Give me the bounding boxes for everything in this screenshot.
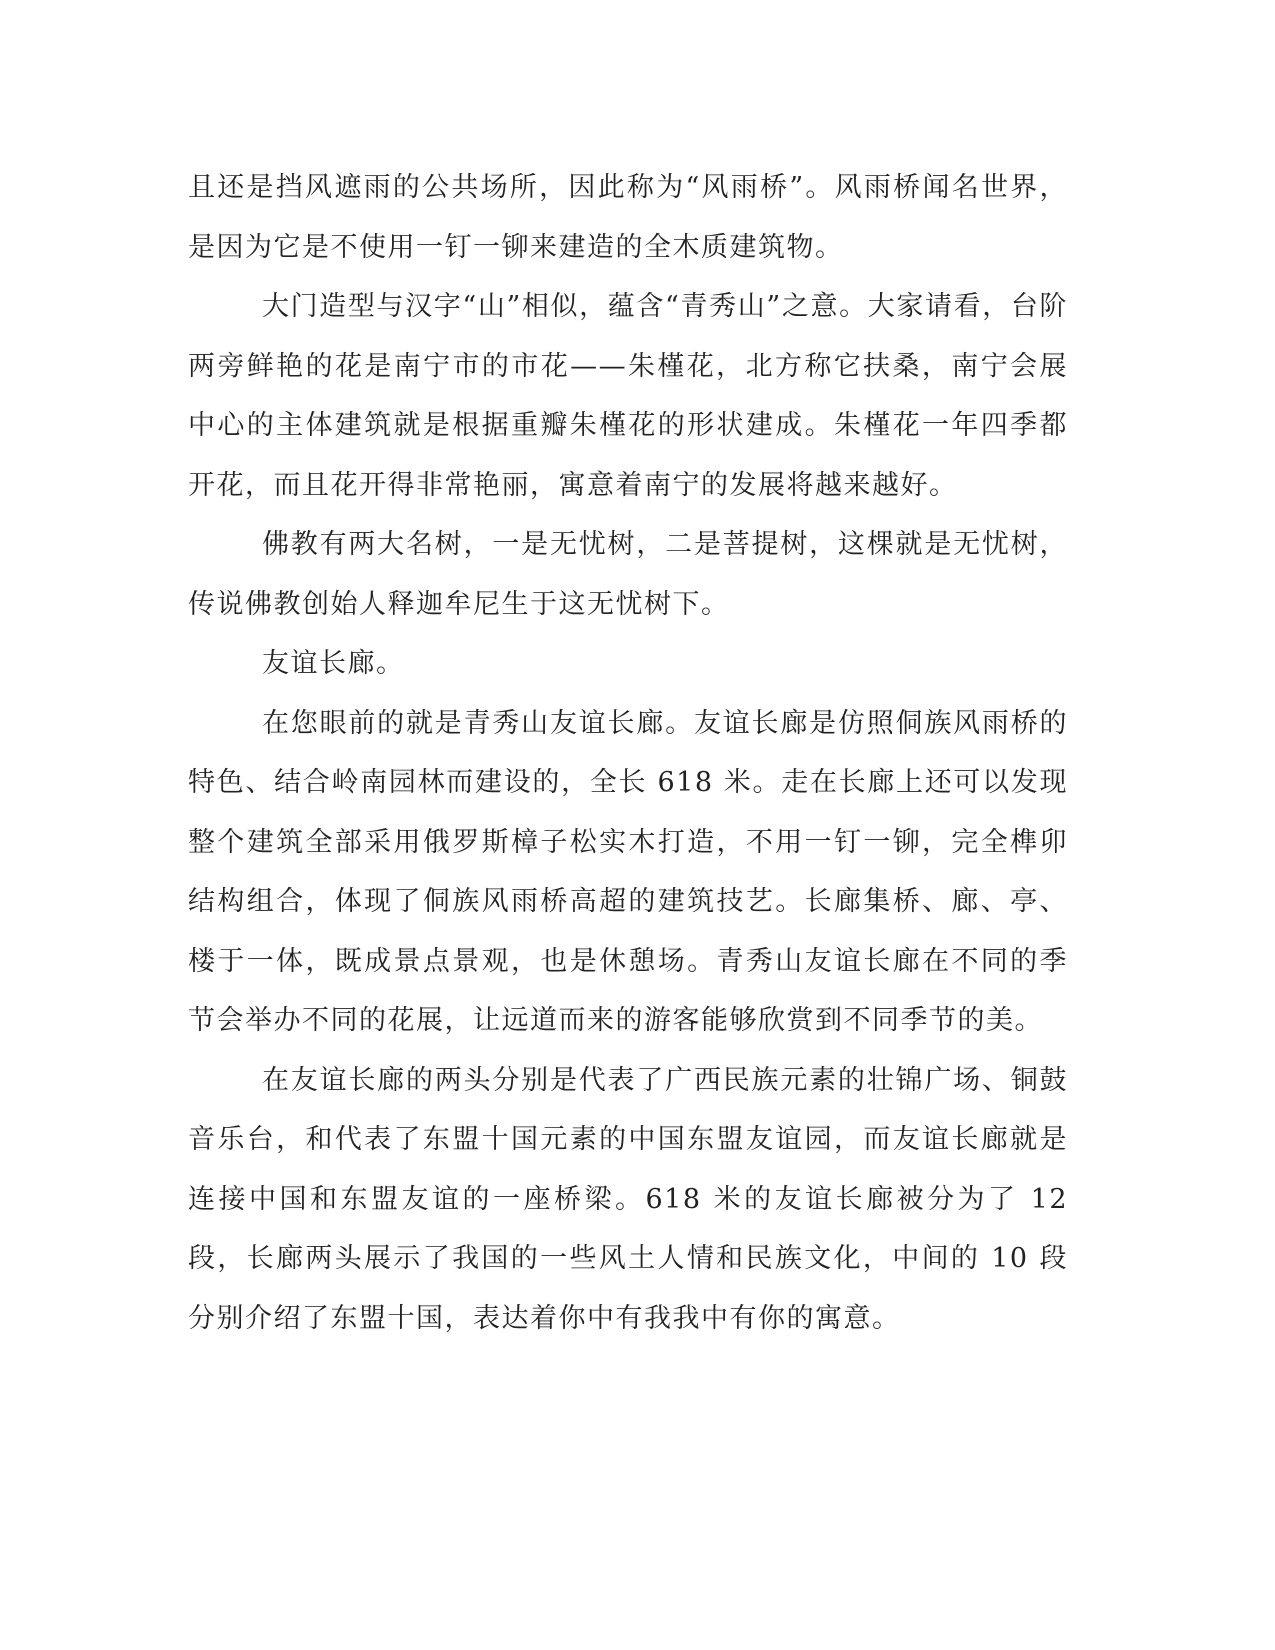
- paragraph-corridor-asean: 在友谊长廊的两头分别是代表了广西民族元素的壮锦广场、铜鼓音乐台，和代表了东盟十国元素的中国东盟友谊园，而友谊长廊就是连接中国和东盟友谊的一座桥梁。618 米的友谊长廊被分为了 12 段，长廊两头展示了我国的一些风土人情和民族文化，中间的 10 段分别介绍了东盟十国，表达着你中有我我中有你的寓意。: [188, 1064, 1068, 1334]
- paragraph-gate-hibiscus: 大门造型与汉字“山”相似，蕴含“青秀山”之意。大家请看，台阶两旁鲜艳的花是南宁市的市花——朱槿花，北方称它扶桑，南宁会展中心的主体建筑就是根据重瓣朱槿花的形状建成。朱槿花一年四季都开花，而且花开得非常艳丽，寓意着南宁的发展将越来越好。: [188, 291, 1068, 501]
- paragraph-wind-rain-bridge: 且还是挡风遮雨的公共场所，因此称为“风雨桥”。风雨桥闻名世界，是因为它是不使用一钉一铆来建造的全木质建筑物。: [188, 172, 1068, 263]
- document-body: [188, 158, 1068, 1348]
- section-heading-friendship-corridor: 友谊长廊。: [262, 648, 405, 679]
- paragraph-buddhist-trees: 佛教有两大名树，一是无忧树，二是菩提树，这棵就是无忧树，传说佛教创始人释迦牟尼生于这无忧树下。: [188, 529, 1068, 620]
- paragraph-corridor-description: 在您眼前的就是青秀山友谊长廊。友谊长廊是仿照侗族风雨桥的特色、结合岭南园林而建设的，全长 618 米。走在长廊上还可以发现整个建筑全部采用俄罗斯樟子松实木打造，不用一钉一铆，完全榫卯结构组合，体现了侗族风雨桥高超的建筑技艺。长廊集桥、廊、亭、楼于一体，既成景点景观，也是休憩场。青秀山友谊长廊在不同的季节会举办不同的花展，让远道而来的游客能够欣赏到不同季节的美。: [188, 707, 1068, 1036]
